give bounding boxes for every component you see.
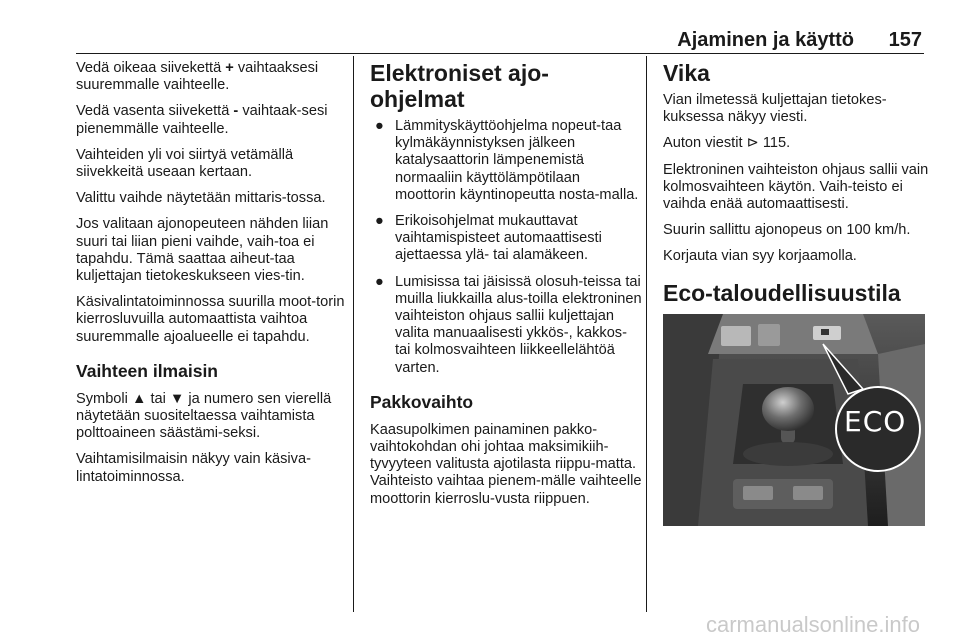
section-heading-electronic-programs: Elektroniset ajo-ohjelmat: [370, 60, 549, 112]
paragraph: Kaasupolkimen painaminen pakko-vaihtokohdan ohi johtaa maksimikiih-tyvyyteen valitusta ajotilasta riippu-matta. Vaihteisto vaihtaa pienem-mälle vaihteelle moottorin kierroslu-vusta riippuen.: [370, 421, 642, 507]
section-heading-kickdown: Pakkovaihto: [370, 391, 474, 412]
page-reference-icon: ⊳: [746, 135, 759, 152]
paragraph: Valittu vaihde näytetään mittaris-tossa.: [76, 190, 326, 207]
list-item-text: Erikoisohjelmat mukauttavat vaihtamispisteet automaattisesti ajettaessa ylä- tai alamäkeen.: [395, 213, 602, 264]
page-header: [0, 0, 960, 56]
bullet-icon: ●: [375, 213, 384, 230]
paragraph: Vaihteiden yli voi siirtyä vetämällä siivekkeitä useaan kertaan.: [76, 146, 294, 181]
paragraph: Vaihtamisilmaisin näkyy vain käsiva-lintatoiminnossa.: [76, 451, 311, 485]
paragraph: Elektroninen vaihteiston ohjaus sallii vain kolmosvaihteen käytön. Vaih-teisto ei vaihda enää automaattisesti.: [663, 161, 929, 213]
column-2: [370, 60, 642, 517]
list-item-text: Lumisissa tai jäisissä olosuh-teissa tai muilla liukkailla alus-toilla elektroninen vaihteiston ohjaus sallii kuljettajan valita manuaalisesti ykkös-, kakkos- tai kolmosvaihteen liikkeellelähtöä varten.: [395, 273, 642, 376]
plus-symbol: +: [225, 60, 234, 76]
paragraph-cross-reference: [663, 135, 933, 152]
minus-symbol: -: [233, 103, 239, 120]
list-item: [370, 118, 642, 204]
text: vaihtaak-sesi pienemmälle vaihteelle.: [76, 103, 328, 137]
text: Vedä vasenta siivekettä: [76, 103, 234, 120]
eco-button-illustration: [663, 314, 925, 526]
paragraph: Korjauta vian syy korjaamolla.: [663, 248, 857, 265]
header-title: Ajaminen ja käyttö: [677, 29, 854, 51]
list-item: [370, 274, 642, 377]
section-heading-gear-indicator: Vaihteen ilmaisin: [76, 360, 218, 381]
page-number: 157: [888, 29, 922, 51]
text: Vedä oikeaa siivekettä: [76, 60, 226, 76]
paragraph-shift-down: [76, 103, 348, 137]
eco-label: ECO: [844, 404, 907, 438]
paragraph: Käsivalintatoiminnossa suurilla moot-torin kierrosluvuilla automaattista vaihtoa suuremmalle ajoalueelle ei tapahdu.: [76, 294, 345, 345]
header-rule: [76, 53, 924, 54]
section-heading-eco-mode: Eco-taloudellisuustila: [663, 279, 901, 306]
text: vaihtaaksesi suuremmalle vaihteelle.: [76, 60, 319, 94]
page-reference-link[interactable]: 115.: [758, 135, 791, 152]
bullet-icon: ●: [375, 118, 384, 134]
bullet-icon: ●: [375, 273, 384, 290]
paragraph: Symboli ▲ tai ▼ ja numero sen vierellä näytetään suositeltaessa vaihtamista polttoaineen säästämi-seksi.: [76, 390, 332, 442]
list-item-text: Lämmityskäyttöohjelma nopeut-taa kylmäkäynnistyksen jälkeen katalysaattorin lämpenemistä normaaliin käyttölämpötilaan moottorin käyntinopeutta nosta-malla.: [395, 118, 639, 203]
column-3: [663, 60, 933, 526]
watermark: carmanualsonline.info: [705, 612, 920, 637]
paragraph: Vian ilmetessä kuljettajan tietokes-kuksessa näkyy viesti.: [663, 92, 887, 126]
text: Auton viestit: [663, 135, 747, 152]
section-heading-fault: Vika: [663, 60, 710, 86]
paragraph: Suurin sallittu ajonopeus on 100 km/h.: [663, 222, 911, 239]
paragraph-shift-up: [76, 60, 348, 94]
column-divider-1: [353, 56, 354, 612]
list-item: [370, 213, 642, 265]
column-divider-2: [646, 56, 647, 612]
paragraph: Jos valitaan ajonopeuteen nähden liian suuri tai liian pieni vaihde, vaih-toa ei tapahdu. Tämä saattaa aiheut-taa kuljettajan tietokeskukseen vies-tin.: [76, 216, 329, 285]
column-1: [76, 60, 348, 495]
